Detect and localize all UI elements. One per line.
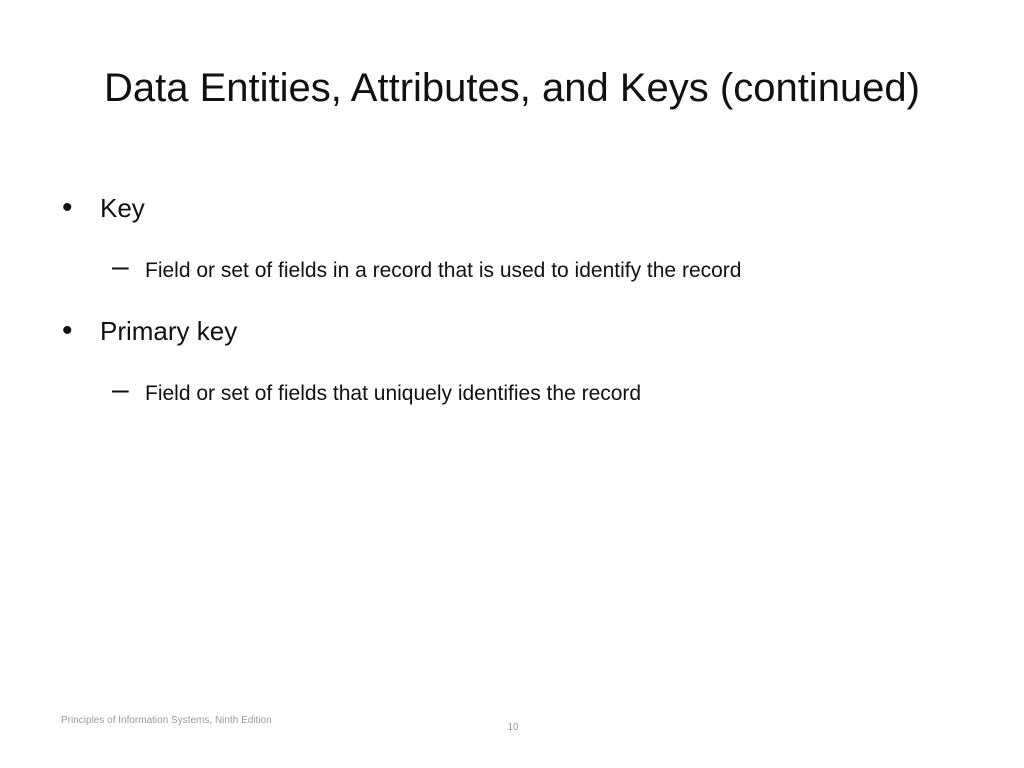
dash-icon: – — [112, 373, 129, 406]
bullet-dot-icon: • — [62, 191, 73, 224]
bullet-label: Primary key — [100, 316, 238, 346]
dash-icon: – — [112, 250, 129, 283]
sub-bullet-text: Field or set of fields in a record that is used to identify the record — [145, 259, 742, 282]
bullet-dot-icon: • — [62, 314, 73, 347]
bullet-label: Key — [100, 193, 145, 223]
sub-bullet-text: Field or set of fields that uniquely identifies the record — [145, 382, 642, 405]
page-number: 10 — [507, 722, 519, 733]
slide-title: Data Entities, Attributes, and Keys (continued) — [104, 66, 920, 110]
footer-source: Principles of Information Systems, Ninth Edition — [61, 715, 272, 726]
